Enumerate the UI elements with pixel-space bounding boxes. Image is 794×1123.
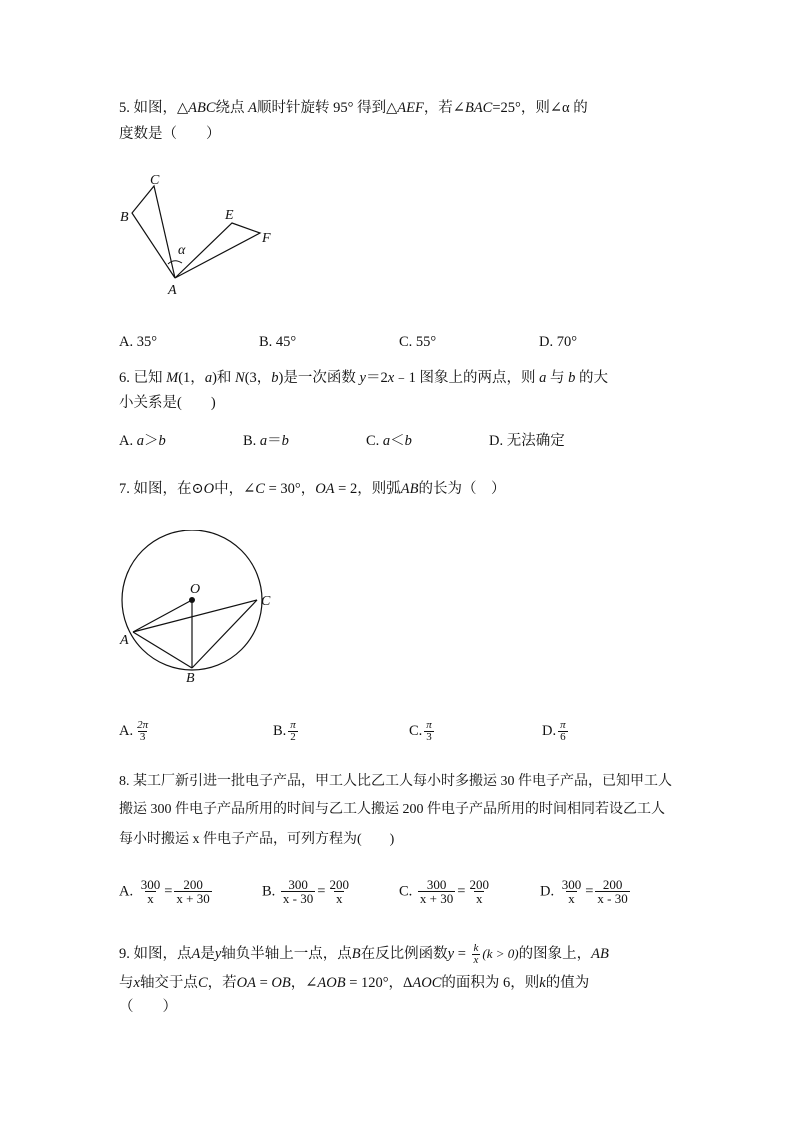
q6-stem-line1 <box>119 368 608 388</box>
q9-text: = <box>255 975 272 991</box>
q5-text: 绕点 <box>215 100 249 116</box>
choice-op: ＜ <box>390 433 405 449</box>
fraction-2 <box>595 878 629 905</box>
q6-var: N <box>235 370 245 386</box>
choice-op: = <box>164 883 173 900</box>
choice-op: ＞ <box>143 433 159 449</box>
choice-fraction <box>288 720 298 743</box>
fraction-2 <box>327 878 351 905</box>
q9-var: k <box>539 975 546 991</box>
q6-text: (3， <box>244 370 272 386</box>
choice-label: A. <box>119 433 137 449</box>
q5-choice-c[interactable]: C. 55° <box>399 334 437 350</box>
q5-choice-b[interactable]: B. 45° <box>259 334 297 350</box>
choice-fraction <box>424 720 434 743</box>
q6-text: )是一次函数 <box>278 370 360 386</box>
frac-num: 300 <box>426 877 447 893</box>
frac-num: 200 <box>602 877 623 893</box>
label-e: E <box>225 208 234 223</box>
q9-var: AOC <box>412 975 442 991</box>
frac-num: 300 <box>140 877 161 893</box>
choice-fraction <box>558 720 568 743</box>
q7-text: = 30°， <box>264 481 316 497</box>
q7-choice-c[interactable] <box>409 716 436 746</box>
q8-stem-line3: 每小时搬运 x 件电子产品，可列方程为( ) <box>119 832 395 847</box>
q7-text: 7. 如图，在⊙ <box>119 481 204 497</box>
q8-choice-d[interactable] <box>540 876 632 907</box>
q5-var: ABC <box>188 100 216 116</box>
q6-stem-line2: 小关系是( ) <box>119 395 216 411</box>
choice-op: = <box>457 883 466 900</box>
q6-var: b <box>568 370 576 386</box>
q7-choice-b[interactable] <box>273 716 300 746</box>
label-a: A <box>168 283 177 298</box>
q6-text: 的大 <box>575 370 609 386</box>
q6-text: 6. 已知 <box>119 370 167 386</box>
q9-text: 在反比例函数 <box>360 946 448 962</box>
frac-num: 300 <box>288 877 308 893</box>
frac-den: x - 30 <box>282 891 314 907</box>
fraction-1 <box>560 878 584 905</box>
frac-den: x <box>568 891 575 907</box>
q6-choice-b[interactable] <box>243 431 289 451</box>
frac-num: 200 <box>469 877 489 893</box>
segment-ab <box>133 632 192 668</box>
label-b: B <box>186 671 195 686</box>
q6-text: 与 <box>546 370 569 386</box>
q7-text: 的长为（ ） <box>418 481 506 497</box>
q7-text: = 2，则弧 <box>334 481 401 497</box>
q9-text: 9. 如图，点 <box>119 946 192 962</box>
q6-text: (1， <box>178 370 205 386</box>
q5-stem-line1 <box>119 98 588 118</box>
frac-den: x - 30 <box>597 891 628 907</box>
label-o: O <box>190 582 201 597</box>
q6-text: ﹣1 图象上的两点，则 <box>394 370 540 386</box>
q5-text: =25°，则∠α 的 <box>492 100 588 116</box>
q5-text: 顺时针旋转 95° 得到△ <box>257 100 398 116</box>
q9-var: x <box>133 975 140 991</box>
q9-var: y <box>447 946 455 962</box>
q9-text: 是 <box>200 946 215 962</box>
q7-var: AB <box>400 481 419 497</box>
choice-var: a <box>259 433 268 449</box>
choice-label: D. <box>540 883 555 900</box>
choice-var: b <box>281 433 289 449</box>
q6-text: ＝2 <box>365 370 388 386</box>
center-dot <box>189 597 195 603</box>
q9-stem-line1 <box>119 940 609 968</box>
label-alpha: α <box>178 243 186 258</box>
q6-choice-c[interactable] <box>366 431 412 451</box>
frac-den: 3 <box>426 731 432 744</box>
q7-var: C <box>255 481 265 497</box>
q7-choice-a[interactable] <box>119 716 152 746</box>
label-a: A <box>120 633 129 648</box>
choice-label: C. <box>409 723 423 739</box>
q6-var: y <box>359 370 366 386</box>
q6-text: )和 <box>212 370 236 386</box>
segment-oa <box>133 600 192 632</box>
q9-stem-line2 <box>119 973 589 993</box>
q9-text: ，∠ <box>290 975 318 991</box>
frac-den: 3 <box>139 731 146 744</box>
q7-figure <box>112 530 282 690</box>
frac-den: x + 30 <box>176 891 210 907</box>
q8-stem-line2: 搬运 300 件电子产品所用的时间与乙工人搬运 200 件电子产品所用的时间相同若设乙工人 <box>119 802 665 817</box>
q9-var: AOB <box>317 975 346 991</box>
q5-text: 5. 如图，△ <box>119 100 189 116</box>
q9-var: A <box>191 946 201 962</box>
q9-text: ，若 <box>207 975 237 991</box>
frac-num: π <box>426 719 432 732</box>
q6-var: x <box>387 370 395 386</box>
fraction-1 <box>139 878 163 905</box>
q8-stem-line1: 8. 某工厂新引进一批电子产品，甲工人比乙工人每小时多搬运 30 件电子产品，已知甲工人 <box>119 774 672 789</box>
q6-choice-a[interactable] <box>119 431 166 451</box>
q8-choice-c[interactable] <box>399 876 493 907</box>
choice-label: D. <box>489 433 507 449</box>
q5-choice-a[interactable]: A. 35° <box>119 334 158 350</box>
q7-var: O <box>203 481 215 497</box>
q7-stem-line1 <box>119 479 505 499</box>
label-c: C <box>150 173 160 188</box>
q5-figure <box>110 168 290 298</box>
fraction-1 <box>281 878 315 905</box>
segment-ac <box>133 600 257 632</box>
q9-text: 的面积为 6，则 <box>441 975 540 991</box>
fraction-2 <box>174 878 211 905</box>
q9-var: OA <box>236 975 256 991</box>
triangle-aef <box>175 223 260 278</box>
q9-var: AB <box>591 946 609 962</box>
frac-num: π <box>290 719 296 732</box>
choice-label: C. <box>366 433 383 449</box>
frac-num: 200 <box>183 877 203 893</box>
q7-var: OA <box>315 481 335 497</box>
label-c: C <box>261 594 271 609</box>
frac-den: x + 30 <box>419 891 454 907</box>
frac-num: 200 <box>329 877 349 893</box>
q5-stem-line2: 度数是（ ） <box>119 126 221 142</box>
choice-text: 无法确定 <box>506 433 565 449</box>
frac-den: x <box>335 891 343 907</box>
choice-label: D. <box>542 723 557 739</box>
label-b: B <box>120 210 129 225</box>
choice-label: B. <box>243 433 260 449</box>
choice-label: C. <box>399 883 413 900</box>
frac-num: k <box>473 942 479 955</box>
q6-var: b <box>271 370 279 386</box>
q9-condition: (k > 0) <box>482 946 519 961</box>
q9-stem-line3: （ ） <box>119 999 177 1015</box>
frac-den: 6 <box>560 731 566 744</box>
q8-choice-a[interactable] <box>119 876 214 907</box>
q5-text: ，若∠ <box>423 100 465 116</box>
choice-label: B. <box>273 723 287 739</box>
choice-var: a <box>382 433 391 449</box>
frac-den: x <box>147 891 154 907</box>
q9-text: 轴交于点 <box>139 975 198 991</box>
q5-var: BAC <box>464 100 493 116</box>
segment-bc <box>192 600 257 668</box>
q7-text: 中，∠ <box>214 481 256 497</box>
choice-var: b <box>158 433 166 449</box>
choice-var: b <box>404 433 412 449</box>
frac-den: x <box>475 891 483 907</box>
choice-label: B. <box>262 883 276 900</box>
q6-choice-d[interactable] <box>489 431 565 451</box>
triangle-abc <box>132 186 175 278</box>
q9-var: OB <box>271 975 291 991</box>
frac-den: 2 <box>290 731 296 744</box>
q9-text: 的图象上， <box>518 946 592 962</box>
q5-var: A <box>248 100 258 116</box>
q9-fraction <box>472 943 481 966</box>
q9-text: 与 <box>119 975 134 991</box>
q5-choice-d[interactable]: D. 70° <box>539 334 578 350</box>
fraction-1 <box>418 878 455 905</box>
choice-fraction <box>135 720 150 743</box>
q9-var: C <box>197 975 208 991</box>
q6-var: a <box>539 370 547 386</box>
frac-num: 2π <box>137 719 149 732</box>
choice-op: = <box>585 883 594 900</box>
q5-var: AEF <box>397 100 424 116</box>
fraction-2 <box>467 878 491 905</box>
choice-op: = <box>317 883 326 900</box>
frac-num: π <box>560 719 566 732</box>
q9-text: = <box>454 946 470 962</box>
frac-num: 300 <box>561 877 582 893</box>
q7-choice-d[interactable] <box>542 716 570 746</box>
angle-alpha-arc <box>168 261 182 264</box>
choice-var: a <box>136 433 144 449</box>
q9-text: = 120°，Δ <box>345 975 413 991</box>
choice-op: ＝ <box>267 433 282 449</box>
q9-text: 轴负半轴上一点，点 <box>221 946 352 962</box>
q9-text: 的值为 <box>545 975 590 991</box>
frac-den: x <box>473 954 479 967</box>
q6-var: a <box>204 370 213 386</box>
label-f: F <box>262 231 271 246</box>
choice-label: A. <box>119 723 134 739</box>
q9-var: B <box>351 946 361 962</box>
q6-var: M <box>166 370 179 386</box>
q8-choice-b[interactable] <box>262 876 353 907</box>
q9-var: y <box>214 946 222 962</box>
choice-label: A. <box>119 883 134 900</box>
